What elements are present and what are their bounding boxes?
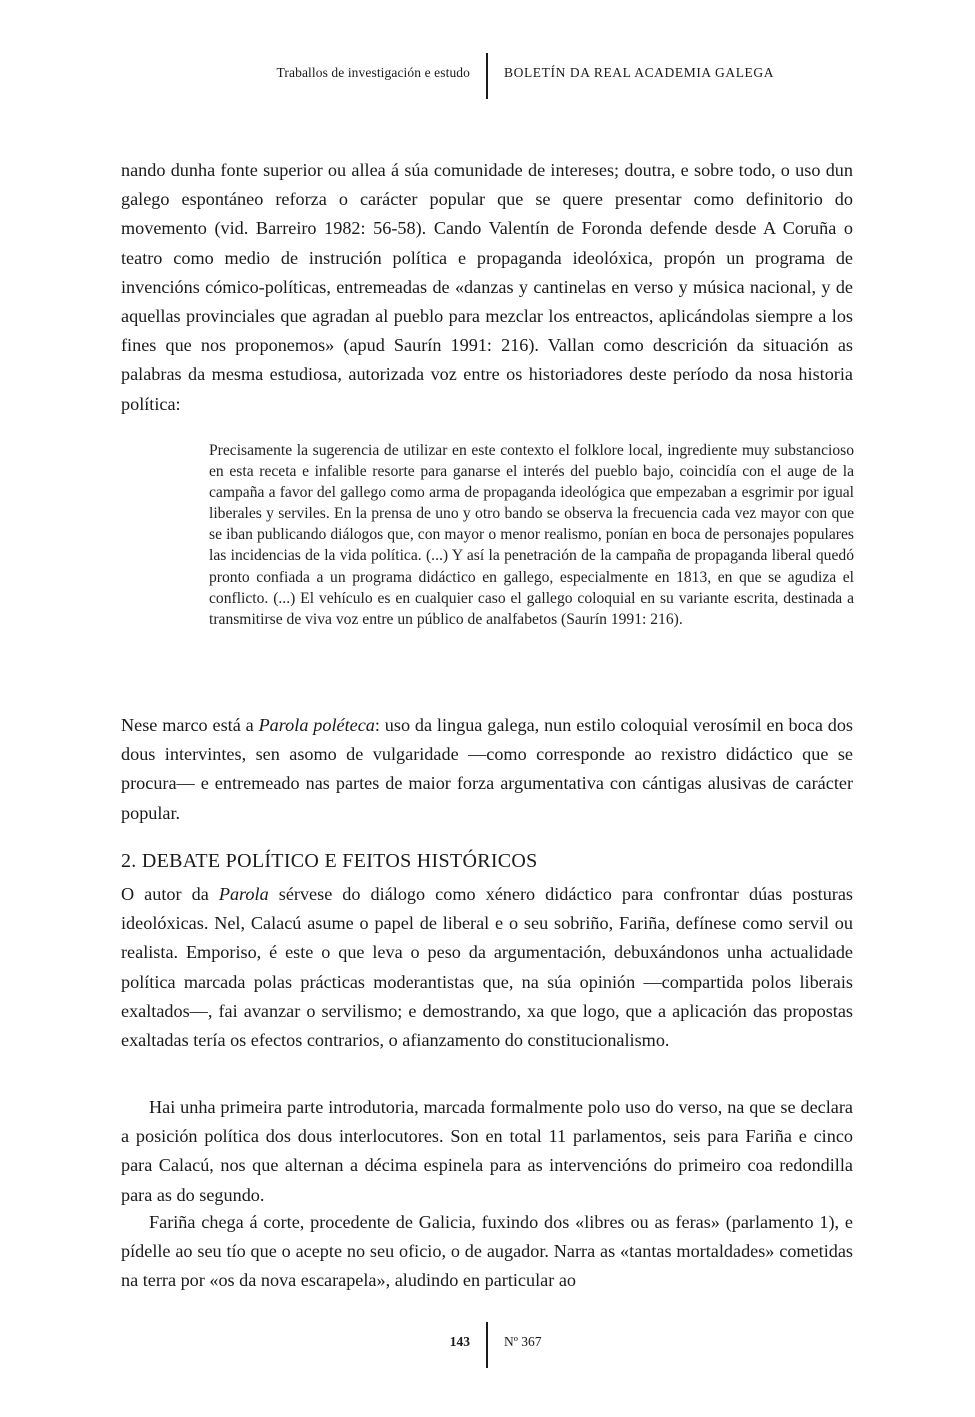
body-paragraph-4 (121, 1093, 853, 1210)
paragraph-text: sérvese do diálogo como xénero didáctico para confrontar dúas posturas ideolóxicas. Nel, Calacú asume o papel de liberal e o seu sobriño, Fariña, defínese como servil ou realista. Emporiso, é este o que leva o peso da argumentación, debuxándonos unha actualidade política marcada polas prácticas moderantistas que, na súa opinión —compartida polos liberais exaltados—, fai avanzar o servilismo; e demostrando, xa que logo, que a aplicación das propostas exaltadas tería os efectos contrarios, o afianzamento do constitucionalismo. (121, 884, 853, 1051)
journal-title: BOLETÍN DA REAL ACADEMIA GALEGA (504, 65, 775, 80)
page-number: 143 (449, 1334, 470, 1349)
paragraph-text: Fariña chega á corte, procedente de Galicia, fuxindo dos «libres ou as feras» (parlamento 1), e pídelle ao seu tío que o acepte no seu oficio, o de augador. Narra as «tantas mortaldades» cometidas na terra por «os da nova escarapela», aludindo en particular ao (121, 1212, 853, 1291)
page-footer (0, 1322, 975, 1368)
work-title: Parola poléteca (258, 715, 375, 735)
paragraph-text: nando dunha fonte superior ou allea á súa comunidade de intereses; doutra, e sobre todo, o uso dun galego espontáneo reforza o carácter popular que se quere presentar como definitorio do movemento (vid. Barreiro 1982: 56-58). Cando Valentín de Foronda defende desde A Coruña o teatro como medio de instrución política e propaganda ideolóxica, propón un programa de invencións cómico-políticas, entremeadas de «danzas y cantinelas en verso y música nacional, y de aquellas provinciales que agradan al pueblo para mezclar los entreactos, aplicándolas siempre a los fines que nos proponemos» (apud Saurín 1991: 216). Vallan como descrición da situación as palabras da mesma estudiosa, autorizada voz entre os historiadores deste período da nosa historia política: (121, 160, 853, 414)
body-paragraph-2 (121, 711, 853, 828)
work-title: Parola (218, 884, 269, 904)
section-heading: 2. DEBATE POLÍTICO E FEITOS HISTÓRICOS (121, 850, 538, 872)
paragraph-lead: Nese marco está a (121, 715, 259, 735)
block-quote (209, 440, 854, 630)
paragraph-lead: O autor da (121, 884, 219, 904)
header-divider (486, 53, 488, 99)
quote-text: Precisamente la sugerencia de utilizar en este contexto el folklore local, ingrediente muy substancioso en esta receta e infalible resorte para ganarse el interés del pueblo bajo, coincidía con el auge de la campaña a favor del gallego como arma de propaganda ideológica que empezaban a esgrimir por igual liberales y serviles. En la prensa de uno y otro bando se observa la frecuencia cada vez mayor con que se iban publicando diálogos que, con mayor o menor realismo, ponían en boca de personajes populares las incidencias de la vida política. (...) Y así la penetración de la campaña de propaganda liberal quedó pronto confiada a un programa didáctico en gallego, especialmente en 1813, en que se agudiza el conflicto. (...) El vehículo es en cualquier caso el gallego coloquial en su variante escrita, destinada a transmitirse de viva voz entre un público de analfabetos (Saurín 1991: 216). (209, 442, 854, 628)
running-head (0, 53, 975, 99)
section-title: Traballos de investigación e estudo (276, 65, 470, 80)
body-paragraph-3 (121, 880, 853, 1055)
body-paragraph-1 (121, 156, 853, 419)
paragraph-text: Hai unha primeira parte introdutoria, marcada formalmente polo uso do verso, na que se declara a posición política dos dous interlocutores. Son en total 11 parlamentos, seis para Fariña e cinco para Calacú, nos que alternan a décima espinela para as intervencións do primeiro coa redondilla para as do segundo. (121, 1097, 853, 1205)
footer-divider (486, 1322, 488, 1368)
issue-number: Nº 367 (504, 1334, 542, 1349)
paragraph-text: : uso da lingua galega, nun estilo coloquial verosímil en boca dos dous intervintes, sen asomo de vulgaridade —como corresponde ao rexistro didáctico que se procura— e entremeado nas partes de maior forza argumentativa con cántigas alusivas de carácter popular. (121, 715, 854, 823)
body-paragraph-5 (121, 1208, 853, 1296)
